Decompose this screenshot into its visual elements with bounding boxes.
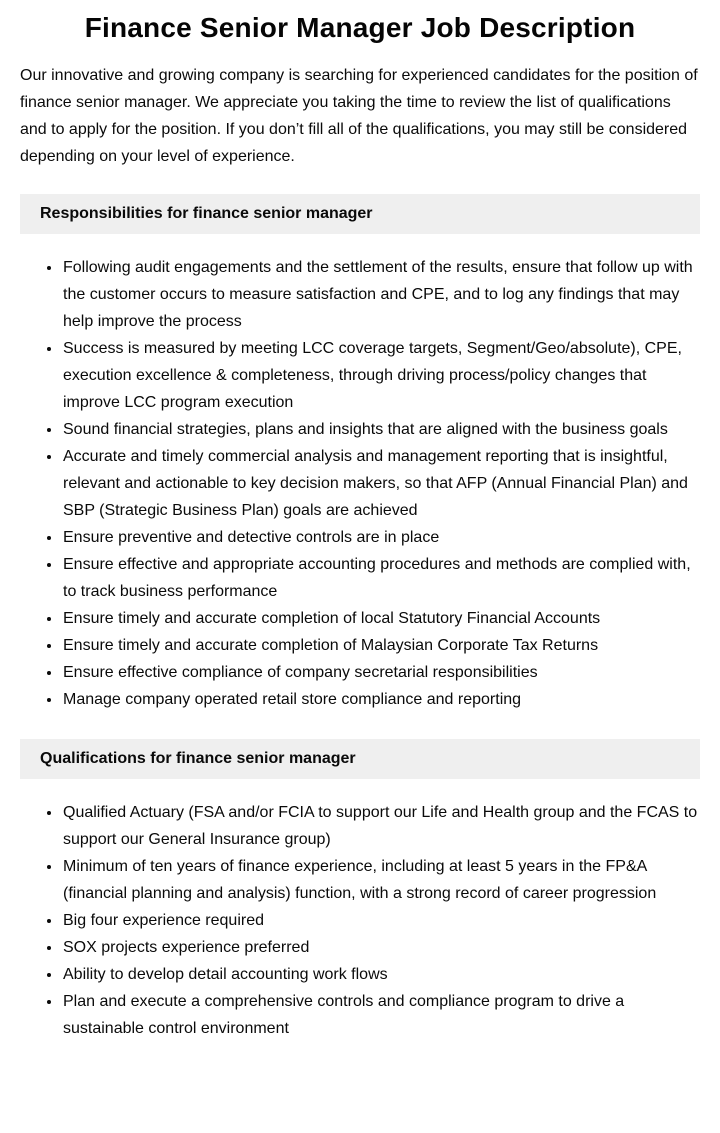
list-item: • Ensure effective compliance of company secretarial responsibilities	[62, 659, 700, 686]
list-item: • SOX projects experience preferred	[62, 934, 700, 961]
list-item: • Following audit engagements and the settlement of the results, ensure that follow up with the customer occurs to measure satisfaction and CPE, and to log any findings that may help improve the process	[62, 254, 700, 335]
list-item: • Plan and execute a comprehensive controls and compliance program to drive a sustainable control environment	[62, 988, 700, 1042]
section-heading-text: Responsibilities for finance senior manager	[40, 205, 373, 222]
section-heading-text: Qualifications for finance senior manager	[40, 750, 356, 767]
intro-paragraph: Our innovative and growing company is searching for experienced candidates for the position of finance senior manager. We appreciate you taking the time to review the list of qualifications and to apply for the position. If you don’t fill all of the qualifications, you may still be considered depending on your level of experience.	[20, 67, 698, 165]
page-title: Finance Senior Manager Job Description	[84, 12, 636, 43]
list-item: • Manage company operated retail store compliance and reporting	[62, 686, 700, 713]
list-item: • Ensure effective and appropriate accounting procedures and methods are complied with, to track business performance	[62, 551, 700, 605]
list-item: • Ensure preventive and detective controls are in place	[62, 524, 700, 551]
list-item: • Big four experience required	[62, 907, 700, 934]
list-item: • Accurate and timely commercial analysis and management reporting that is insightful, relevant and actionable to key decision makers, so that AFP (Annual Financial Plan) and SBP (Strategic Business Plan) goals are achieved	[62, 443, 700, 524]
list-item: • Ensure timely and accurate completion of Malaysian Corporate Tax Returns	[62, 632, 700, 659]
list-item: • Ensure timely and accurate completion of local Statutory Financial Accounts	[62, 605, 700, 632]
responsibilities-list	[20, 254, 700, 713]
list-item: • Sound financial strategies, plans and insights that are aligned with the business goals	[62, 416, 700, 443]
qualifications-list	[20, 799, 700, 1042]
section-header-responsibilities	[20, 194, 700, 234]
section-header-qualifications	[20, 739, 700, 779]
list-item: • Qualified Actuary (FSA and/or FCIA to support our Life and Health group and the FCAS to support our General Insurance group)	[62, 799, 700, 853]
list-item: • Minimum of ten years of finance experience, including at least 5 years in the FP&A (financial planning and analysis) function, with a strong record of career progression	[62, 853, 700, 907]
list-item: • Ability to develop detail accounting work flows	[62, 961, 700, 988]
list-item: • Success is measured by meeting LCC coverage targets, Segment/Geo/absolute), CPE, execution excellence & completeness, through driving process/policy changes that improve LCC program execution	[62, 335, 700, 416]
